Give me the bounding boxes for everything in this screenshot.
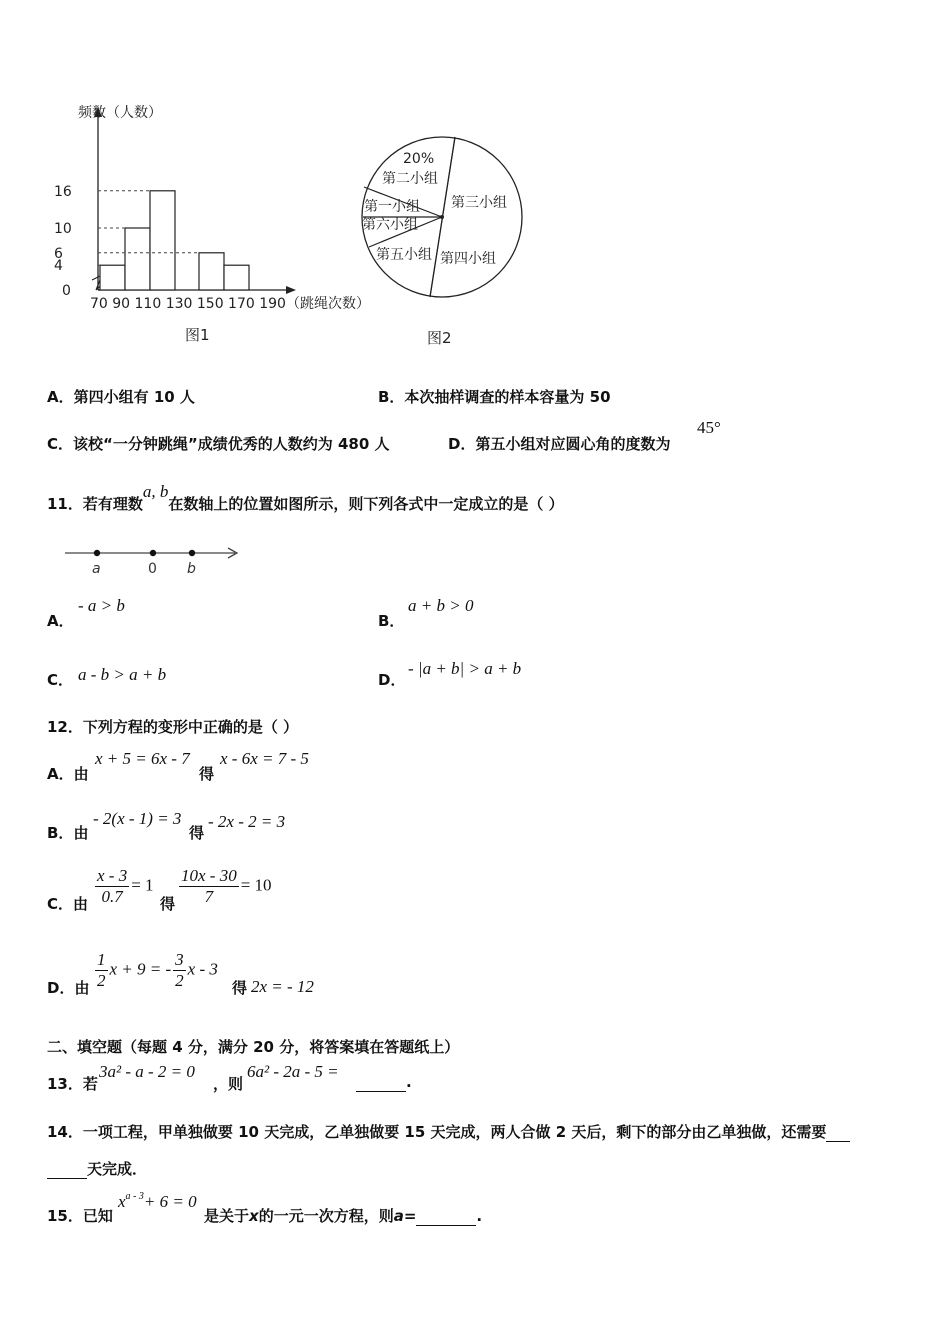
q11-option-a-label: A． bbox=[47, 612, 74, 630]
q12-c-from-den: 0.7 bbox=[95, 886, 129, 907]
q11-option-b-label: B． bbox=[378, 612, 405, 630]
number-line-label-a: a bbox=[92, 561, 101, 577]
histogram-origin-label: 0 bbox=[62, 283, 71, 299]
q12-d-end: x - 3 bbox=[187, 959, 218, 979]
y-axis-label: 频数（人数） bbox=[78, 105, 162, 121]
histogram-bar-170-190 bbox=[224, 265, 249, 290]
q12-option-b bbox=[47, 822, 88, 843]
number-line-label-b: b bbox=[187, 561, 196, 577]
pie-label-20pct: 20% bbox=[403, 151, 435, 167]
number-line-point-a bbox=[94, 550, 100, 556]
q12-d-fraction-2 bbox=[173, 950, 186, 991]
q14-line2 bbox=[47, 1158, 147, 1179]
q11-option-c-math: a - b > a + b bbox=[78, 665, 167, 684]
q15-mid3: = bbox=[403, 1207, 417, 1225]
pie-label-group3: 第三小组 bbox=[451, 195, 507, 211]
q14-answer-blank-part1[interactable] bbox=[826, 1123, 850, 1142]
q14-line1 bbox=[47, 1121, 850, 1142]
q12-option-c bbox=[47, 893, 88, 914]
q12-a-from: x + 5 = 6x - 7 bbox=[95, 749, 190, 768]
q12-b-to: - 2x - 2 = 3 bbox=[208, 812, 286, 831]
number-line-point-zero bbox=[150, 550, 156, 556]
q12-b-de: 得 bbox=[189, 824, 205, 842]
pie-label-group1: 第一小组 bbox=[364, 199, 420, 215]
histogram-bars bbox=[100, 191, 249, 290]
q12-b-label: B． bbox=[47, 824, 74, 842]
q12-b-from: - 2(x - 1) = 3 bbox=[93, 809, 182, 828]
q12-c-from-fraction bbox=[95, 866, 129, 907]
q13-prefix: 13．若 bbox=[47, 1075, 98, 1093]
q11-stem-math: a, b bbox=[142, 482, 169, 501]
q12-d-f1-num: 1 bbox=[97, 950, 106, 969]
histogram-bar-90-110 bbox=[125, 228, 150, 290]
q12-a-you: 由 bbox=[73, 765, 89, 783]
q10-option-b: B．本次抽样调查的样本容量为 50 bbox=[378, 388, 611, 406]
histogram-bar-150-170 bbox=[199, 253, 224, 290]
q12-c-de: 得 bbox=[160, 895, 176, 913]
q10-option-c: C．该校“一分钟跳绳”成绩优秀的人数约为 480 人 bbox=[47, 435, 390, 453]
q12-c-to-rhs: = 10 bbox=[240, 875, 272, 895]
q14-text1: 14．一项工程，甲单独做要 10 天完成，乙单独做要 15 天完成，两人合做 2 天后，剩下的部分由乙单独做，还需要 bbox=[47, 1123, 827, 1141]
histogram-y-tick-16: 16 bbox=[54, 183, 72, 200]
q10-option-d: D．第五小组对应圆心角的度数为 bbox=[448, 435, 671, 453]
q10-option-d-math: 45° bbox=[697, 418, 721, 437]
pie-label-group4: 第四小组 bbox=[440, 251, 496, 267]
q12-d-f2-num: 3 bbox=[175, 950, 184, 969]
histogram-figure bbox=[40, 95, 380, 355]
number-line-point-b bbox=[189, 550, 195, 556]
q12-c-to-fraction bbox=[179, 866, 239, 907]
pie-figure bbox=[355, 125, 535, 355]
q12-c-to-num: 10x - 30 bbox=[181, 866, 237, 885]
q14-answer-blank-part2[interactable] bbox=[47, 1160, 87, 1179]
q12-d-de: 得 bbox=[232, 979, 248, 997]
q15-text bbox=[204, 1205, 482, 1226]
q11-stem-after: 在数轴上的位置如图所示，则下列各式中一定成立的是（ ） bbox=[168, 495, 564, 513]
q11-option-c-label: C． bbox=[47, 671, 74, 689]
q11-stem-before: 11．若有理数 bbox=[47, 495, 143, 513]
q15-var: x bbox=[249, 1207, 259, 1225]
q12-option-d bbox=[47, 977, 89, 998]
q11-option-b-math: a + b > 0 bbox=[408, 596, 474, 615]
number-line bbox=[60, 540, 250, 580]
pie-center bbox=[440, 215, 444, 219]
q12-d-to: 2x = - 12 bbox=[251, 977, 314, 996]
q12-d-label: D． bbox=[47, 979, 75, 997]
q11-option-d-label: D． bbox=[378, 671, 406, 689]
q15-end: . bbox=[476, 1207, 483, 1225]
pie-label-group2: 第二小组 bbox=[382, 171, 438, 187]
q13-cond: 3a² - a - 2 = 0 bbox=[99, 1062, 195, 1081]
q13-mid: ，则 bbox=[213, 1075, 244, 1093]
q15-var2: a bbox=[393, 1207, 404, 1225]
q12-a-to: x - 6x = 7 - 5 bbox=[220, 749, 309, 768]
number-line-label-zero: 0 bbox=[148, 561, 157, 577]
q12-b-you: 由 bbox=[73, 824, 89, 842]
q15-prefix: 15．已知 bbox=[47, 1207, 113, 1225]
q15-equation bbox=[118, 1192, 197, 1212]
histogram-y-tick-6: 6 bbox=[54, 245, 63, 262]
q11-option-d-math: - |a + b| > a + b bbox=[408, 659, 522, 678]
q15-eq-base: x bbox=[118, 1192, 126, 1211]
q12-c-you: 由 bbox=[73, 895, 89, 913]
q15-eq-exp: a - 3 bbox=[125, 1191, 144, 1202]
pie-label-group6: 第六小组 bbox=[362, 217, 418, 233]
section2-heading: 二、填空题（每题 4 分，满分 20 分，将答案填在答题纸上） bbox=[47, 1038, 460, 1056]
histogram-bar-110-130 bbox=[150, 191, 175, 290]
q12-d-f2-den: 2 bbox=[175, 971, 184, 990]
q12-stem: 12．下列方程的变形中正确的是（ ） bbox=[47, 718, 299, 736]
q10-option-a: A．第四小组有 10 人 bbox=[47, 388, 195, 406]
q12-d-you: 由 bbox=[74, 979, 90, 997]
q12-a-de: 得 bbox=[199, 765, 215, 783]
histogram-y-tick-10: 10 bbox=[54, 221, 72, 237]
q12-c-from bbox=[93, 866, 154, 907]
q15-mid1: 是关于 bbox=[204, 1207, 250, 1225]
q11-stem bbox=[47, 482, 564, 514]
q12-d-from bbox=[93, 950, 218, 991]
q13-end: . bbox=[406, 1073, 412, 1091]
q12-c-to bbox=[177, 866, 272, 907]
q15-mid2: 的一元一次方程，则 bbox=[258, 1207, 394, 1225]
q14-text2: 天完成． bbox=[87, 1160, 148, 1178]
q11-option-a-math: - a > b bbox=[78, 596, 125, 615]
q12-d-fraction-1 bbox=[95, 950, 108, 991]
pie-label-group5: 第五小组 bbox=[376, 247, 432, 263]
q12-d-mid: x + 9 = - bbox=[109, 959, 172, 979]
figure2-caption: 图2 bbox=[427, 329, 452, 347]
q12-c-from-num: x - 3 bbox=[97, 866, 128, 885]
q15-eq-rest: + 6 = 0 bbox=[143, 1192, 197, 1211]
q12-c-label: C． bbox=[47, 895, 74, 913]
q12-c-to-den: 7 bbox=[179, 886, 239, 907]
q12-a-label: A． bbox=[47, 765, 74, 783]
q12-option-a bbox=[47, 763, 89, 784]
histogram-bar-70-90 bbox=[100, 265, 125, 290]
q12-d-f1-den: 2 bbox=[97, 971, 106, 990]
q15-answer-blank[interactable] bbox=[416, 1207, 476, 1226]
histogram-y-tick-4: 4 bbox=[54, 258, 63, 275]
x-axis-label: 70 90 110 130 150 170 190（跳绳次数） bbox=[90, 296, 370, 312]
figure1-caption: 图1 bbox=[185, 326, 210, 344]
q13-expr: 6a² - 2a - 5 = bbox=[247, 1062, 339, 1081]
q12-c-from-rhs: = 1 bbox=[131, 875, 154, 895]
q13-answer-blank[interactable] bbox=[356, 1073, 412, 1092]
